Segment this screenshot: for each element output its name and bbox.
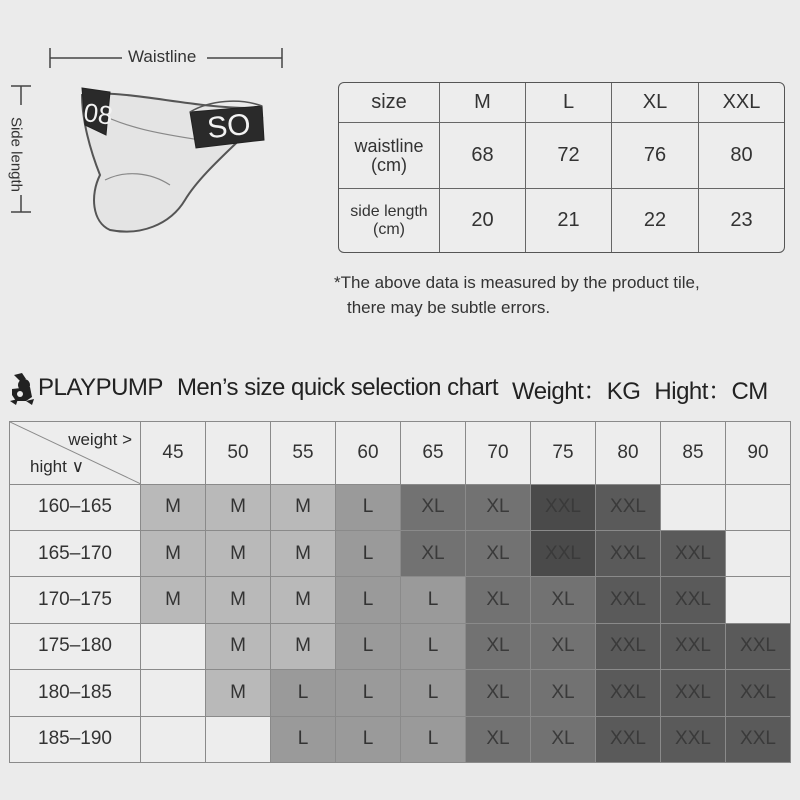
- size-cell: M: [141, 484, 206, 530]
- size-cell: XL: [466, 577, 531, 623]
- height-row: [10, 530, 791, 576]
- size-cell: L: [336, 670, 401, 716]
- height-unit: Hight：CM: [654, 377, 768, 405]
- size-cell: XL: [531, 670, 596, 716]
- size-cell: M: [141, 577, 206, 623]
- size-cell: [141, 670, 206, 716]
- underwear-diagram: [0, 0, 320, 260]
- size-value: 23: [730, 209, 753, 231]
- height-range: 160–165: [10, 484, 141, 530]
- size-cell: XL: [466, 623, 531, 669]
- size-cell: XL: [531, 716, 596, 762]
- weight-header: 75: [531, 422, 596, 485]
- size-cell: M: [206, 670, 271, 716]
- size-cell: XL: [466, 716, 531, 762]
- size-value: 72: [526, 123, 612, 189]
- product-diagram: [0, 0, 320, 260]
- size-cell: L: [401, 623, 466, 669]
- size-cell: XXL: [596, 484, 661, 530]
- brand-logo-icon: [8, 371, 36, 405]
- size-cell: XL: [531, 577, 596, 623]
- height-axis-label: hight ∨: [30, 456, 85, 476]
- size-cell: M: [271, 623, 336, 669]
- side-length-label: Side length: [7, 116, 25, 193]
- size-value: 68: [440, 123, 526, 189]
- size-cell: XXL: [596, 623, 661, 669]
- size-cell: L: [401, 716, 466, 762]
- height-row: [10, 670, 791, 716]
- size-cell: XL: [401, 530, 466, 576]
- height-row: [10, 623, 791, 669]
- height-range: 170–175: [10, 577, 141, 623]
- weight-header: 70: [466, 422, 531, 485]
- height-range: 165–170: [10, 530, 141, 576]
- size-cell: L: [401, 577, 466, 623]
- size-cell: XL: [466, 484, 531, 530]
- height-row: [10, 484, 791, 530]
- size-header: L: [526, 83, 612, 123]
- size-value: 20: [440, 189, 526, 252]
- weight-header-row: [10, 422, 791, 485]
- size-cell: [661, 484, 726, 530]
- size-cell: L: [336, 530, 401, 576]
- height-range: 185–190: [10, 716, 141, 762]
- size-value: 80: [699, 123, 784, 189]
- size-cell: L: [336, 716, 401, 762]
- height-row: [10, 716, 791, 762]
- row-label: [339, 123, 440, 189]
- size-header: size: [339, 83, 440, 123]
- size-cell: XXL: [596, 670, 661, 716]
- size-cell: L: [336, 577, 401, 623]
- size-selection-chart: [9, 421, 791, 763]
- size-cell: [141, 716, 206, 762]
- size-cell: XXL: [661, 530, 726, 576]
- side-length-row: [339, 189, 784, 252]
- size-cell: L: [336, 484, 401, 530]
- size-header-row: [339, 83, 784, 123]
- svg-text:08: 08: [81, 97, 115, 131]
- weight-header: 65: [401, 422, 466, 485]
- size-cell: XL: [466, 670, 531, 716]
- size-cell: M: [271, 577, 336, 623]
- size-cell: XXL: [726, 670, 791, 716]
- weight-header: 60: [336, 422, 401, 485]
- weight-header: 55: [271, 422, 336, 485]
- size-cell: XXL: [661, 577, 726, 623]
- size-cell: XL: [531, 623, 596, 669]
- size-cell: M: [206, 577, 271, 623]
- height-row: [10, 577, 791, 623]
- waistline-row: [339, 123, 784, 189]
- size-cell: L: [336, 623, 401, 669]
- row-label-line: side length: [350, 202, 428, 220]
- note-line: there may be subtle errors.: [347, 298, 551, 317]
- size-cell: L: [401, 670, 466, 716]
- size-cell: M: [271, 530, 336, 576]
- size-header: M: [440, 83, 526, 123]
- size-cell: M: [206, 484, 271, 530]
- size-cell: XXL: [596, 577, 661, 623]
- size-cell: L: [271, 716, 336, 762]
- weight-header: 80: [596, 422, 661, 485]
- size-cell: XXL: [661, 670, 726, 716]
- size-cell: XXL: [596, 716, 661, 762]
- size-cell: [726, 577, 791, 623]
- size-cell: XXL: [596, 530, 661, 576]
- weight-axis-label: weight >: [68, 430, 132, 449]
- size-cell: M: [206, 530, 271, 576]
- height-range: 175–180: [10, 623, 141, 669]
- size-cell: XL: [401, 484, 466, 530]
- weight-header: 45: [141, 422, 206, 485]
- waistline-label: Waistline: [128, 47, 197, 66]
- weight-header: 90: [726, 422, 791, 485]
- measurement-note: [334, 270, 700, 320]
- size-cell: XXL: [661, 623, 726, 669]
- size-cell: [726, 484, 791, 530]
- weight-header: 50: [206, 422, 271, 485]
- size-cell: XXL: [726, 623, 791, 669]
- title-text: Men’s size quick selection chart: [176, 374, 498, 401]
- size-table: [338, 82, 785, 253]
- size-cell: M: [206, 623, 271, 669]
- brand-mark: SO: [205, 107, 253, 146]
- size-cell: XL: [466, 530, 531, 576]
- size-header: XXL: [699, 83, 784, 123]
- size-cell: XXL: [661, 716, 726, 762]
- row-label-unit: (cm): [371, 154, 407, 175]
- weight-header: 85: [661, 422, 726, 485]
- size-cell: XXL: [531, 484, 596, 530]
- size-cell: M: [271, 484, 336, 530]
- size-value: 76: [612, 123, 699, 189]
- row-label: [339, 189, 440, 252]
- corner-cell: [10, 422, 141, 485]
- row-label-unit: (cm): [373, 220, 405, 238]
- row-label-line: waistline: [354, 135, 424, 156]
- size-cell: M: [141, 530, 206, 576]
- weight-unit: Weight：KG: [511, 377, 641, 405]
- size-cell: [206, 716, 271, 762]
- size-value: 21: [526, 189, 612, 252]
- size-value: 22: [612, 189, 699, 252]
- size-cell: XXL: [531, 530, 596, 576]
- size-cell: L: [271, 670, 336, 716]
- size-header: XL: [612, 83, 699, 123]
- height-range: 180–185: [10, 670, 141, 716]
- chart-title: [8, 368, 768, 408]
- size-cell: XXL: [726, 716, 791, 762]
- size-cell: [141, 623, 206, 669]
- note-line: *The above data is measured by the product tile,: [334, 273, 700, 292]
- size-cell: [726, 530, 791, 576]
- brand-name: PLAYPUMP: [38, 374, 163, 401]
